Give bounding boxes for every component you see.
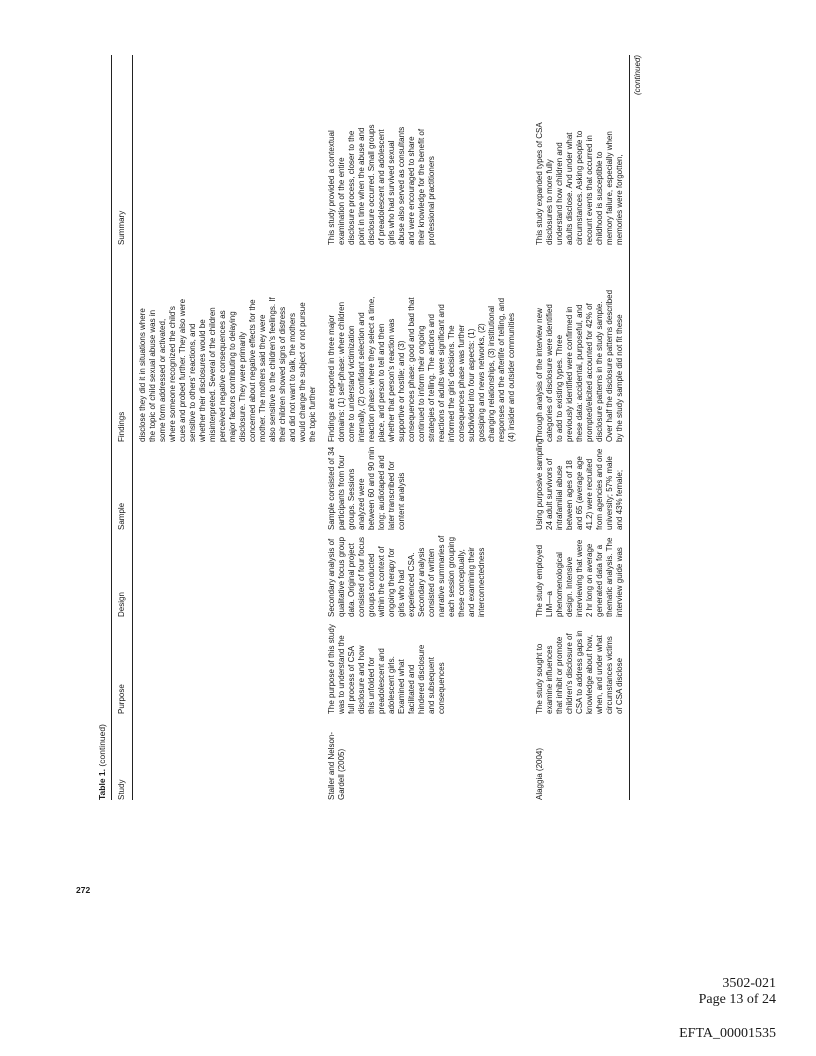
- cell-text-line: to add to existing types. Three: [555, 334, 564, 442]
- cell-text-line: adults disclose. And under what: [565, 132, 574, 245]
- cell-text-line: disclosure. They were primarily: [238, 331, 247, 442]
- cell-text-line: some form addressed or activated,: [158, 318, 167, 442]
- table-caption-suffix: (continued): [97, 724, 107, 767]
- cell-text-line: girls who had survived sexual: [387, 140, 396, 245]
- cell-text-line: interview guide was: [615, 547, 624, 617]
- cell-text-line: disclosure occurred. Small groups: [367, 124, 376, 245]
- cell-text-line: that inhibit or promote: [555, 636, 564, 714]
- design-cell: [327, 536, 487, 617]
- cell-text-line: come to understand victimization: [347, 325, 356, 442]
- cell-text-line: between ages of 18: [565, 460, 574, 530]
- cell-text-line: Through analysis of the interview new: [535, 308, 544, 442]
- cell-text-line: This study expanded types of CSA: [535, 122, 544, 245]
- cell-text-line: generated data for a: [595, 544, 604, 617]
- cell-text-line: by the study sample did not fit these: [615, 314, 624, 442]
- cell-text-line: interviewing that were: [575, 539, 584, 617]
- cell-text-line: later transcribed for: [387, 461, 396, 530]
- cell-text-line: changing relationships, (3) institutional: [487, 305, 496, 442]
- cell-text-line: circumstances victims: [605, 636, 614, 714]
- cell-text-line: of preadolescent and adolescent: [377, 129, 386, 245]
- cell-text-line: The purpose of this study: [327, 624, 336, 714]
- cell-text-line: 24 adult survivors of: [545, 458, 554, 530]
- cell-text-line: The study employed: [535, 544, 544, 617]
- cell-text-line: groups conducted: [367, 553, 376, 617]
- cell-text-line: gossiping and news networks, (2): [477, 323, 486, 442]
- cell-text-line: also sensitive to the children's feelings. If: [268, 297, 277, 442]
- cell-text-line: Findings are reported in three major: [327, 314, 336, 442]
- cell-text-line: phenomenological: [555, 552, 564, 617]
- continued-note: (continued): [633, 54, 642, 95]
- cell-text-line: prompted/elicited accounted for 42% of: [585, 303, 594, 442]
- cell-text-line: their children showed signs of distress: [278, 306, 287, 442]
- findings-cell: [535, 290, 625, 442]
- cell-text-line: and 43% female;: [615, 469, 624, 530]
- column-header-summary: Summary: [117, 210, 126, 245]
- cell-text-line: whether their disclosures would be: [198, 319, 207, 442]
- column-header-design: Design: [117, 592, 126, 617]
- cell-text-line: reaction phase: where they select a time,: [367, 296, 376, 442]
- cell-text-line: consisted of four focus: [357, 536, 366, 617]
- cell-text-line: internally, (2) confidant selection and: [357, 312, 366, 442]
- cell-text-line: misinterpreted. Several of the children: [208, 307, 217, 442]
- sample-cell: [535, 438, 625, 530]
- cell-text-line: content analysis: [397, 472, 406, 530]
- cell-text-line: Staller and Nelson-: [327, 731, 336, 800]
- cell-text-line: where someone recognized the child's: [168, 306, 177, 442]
- cell-text-line: Sample consisted of 34: [327, 446, 336, 530]
- cell-text-line: childhood is susceptible to: [595, 151, 604, 245]
- cell-text-line: perceived negative consequences as: [218, 310, 227, 442]
- cell-text-line: Examined what: [397, 659, 406, 714]
- cell-text-line: facilitated and: [407, 664, 416, 714]
- cell-text-line: data. Original project: [347, 543, 356, 617]
- cell-text-line: disclosure and how: [357, 645, 366, 714]
- cell-text-line: professional practitioners: [427, 156, 436, 245]
- cell-text-line: this unfolded for: [367, 657, 376, 714]
- findings-cell: [327, 297, 517, 442]
- header-bottom-rule: [132, 55, 133, 800]
- cell-text-line: Gardell (2005): [337, 748, 346, 800]
- cell-text-line: 2 hr long on average: [585, 543, 594, 617]
- cell-text-line: and 65 (average age: [575, 456, 584, 530]
- cell-text-line: Secondary analysis of: [327, 538, 336, 617]
- purpose-cell: [535, 630, 625, 714]
- cell-text-line: groups. Sessions: [347, 468, 356, 530]
- cell-text-line: continued to inform their ongoing: [417, 325, 426, 442]
- cell-text-line: cues and probed further. They also were: [178, 298, 187, 442]
- column-header-study: Study: [117, 779, 126, 800]
- column-header-sample: Sample: [117, 502, 126, 530]
- cell-text-line: CSA to address gaps in: [575, 630, 584, 714]
- cell-text-line: domains: (1) self-phase: where children: [337, 301, 346, 442]
- cell-text-line: point in time when the abuse and: [357, 127, 366, 245]
- cell-text-line: informed the girls' decisions. The: [447, 325, 456, 442]
- cell-text-line: Alaggia (2004): [535, 747, 544, 800]
- cell-text-line: analyzed were: [357, 478, 366, 530]
- sample-cell: [327, 447, 407, 530]
- cell-text-line: disclosure patterns in the study sample.: [595, 301, 604, 442]
- cell-text-line: interconnectedness: [477, 547, 486, 617]
- cell-text-line: girls who had: [397, 569, 406, 617]
- cell-text-line: when, and under what: [595, 635, 604, 714]
- cell-text-line: children's disclosure of: [565, 633, 574, 714]
- cell-text-line: each session grouping: [447, 536, 456, 617]
- table-caption: [97, 724, 107, 800]
- cell-text-line: supportive or hostile; and (3): [397, 340, 406, 442]
- summary-cell: [535, 122, 625, 245]
- cell-text-line: between 60 and 90 min: [367, 446, 376, 530]
- column-header-findings: Findings: [117, 411, 126, 442]
- cell-text-line: preadolescent and: [377, 648, 386, 714]
- cell-text-line: LIM—a: [545, 591, 554, 617]
- cell-text-line: 41.2) were recruited: [585, 458, 594, 530]
- cell-text-line: disclosure process, closer to the: [347, 130, 356, 245]
- cell-text-line: participants from four: [337, 454, 346, 530]
- cell-text-line: examination of the entire: [337, 157, 346, 245]
- footer-bates-number: EFTA_00001535: [679, 1026, 776, 1041]
- cell-text-line: intrafamilial abuse: [555, 465, 564, 530]
- cell-text-line: Secondary analysis: [417, 547, 426, 617]
- cell-text-line: long; audiotaped and: [377, 455, 386, 530]
- cell-text-line: qualitative focus group: [337, 536, 346, 617]
- cell-text-line: recount events that occurred in: [585, 135, 594, 245]
- cell-text-line: examine influences: [545, 645, 554, 714]
- cell-text-line: thematic analysis. The: [605, 537, 614, 617]
- cell-text-line: from agencies and one: [595, 448, 604, 530]
- cell-text-line: This study provided a contextual: [327, 130, 336, 245]
- cell-text-line: knowledge about how,: [585, 634, 594, 714]
- cell-text-line: of CSA disclose: [615, 657, 624, 714]
- cell-text-line: understand how children and: [555, 142, 564, 245]
- summary-cell: [327, 125, 437, 246]
- cell-text-line: memory failure, especially when: [605, 131, 614, 245]
- cell-text-line: (4) insider and outsider communities: [507, 313, 516, 442]
- cell-text-line: major factors contributing to delaying: [228, 311, 237, 442]
- table-caption-label: Table 1.: [97, 768, 107, 800]
- column-header-purpose: Purpose: [117, 684, 126, 714]
- cell-text-line: abuse also served as consultants: [397, 126, 406, 245]
- cell-text-line: and subsequent: [427, 657, 436, 714]
- page-number: 272: [76, 885, 91, 895]
- cell-text-line: circumstances. Asking people to: [575, 130, 584, 245]
- cell-text-line: and were encouraged to share: [407, 136, 416, 245]
- cell-text-line: mother. The mothers said they were: [258, 314, 267, 442]
- cell-text-line: subdivided into four aspects: (1): [467, 328, 476, 442]
- cell-text-line: consequences: [437, 662, 446, 714]
- cell-text-line: disclose they did it in situations where: [138, 308, 147, 442]
- cell-text-line: full process of CSA: [347, 645, 356, 714]
- cell-text-line: narrative summaries of: [437, 535, 446, 617]
- cell-text-line: these data: accidental, purposeful, and: [575, 304, 584, 442]
- cell-text-line: adolescent girls.: [387, 656, 396, 714]
- cell-text-line: The study sought to: [535, 643, 544, 714]
- cell-text-line: Using purposive sampling: [535, 438, 544, 530]
- study-cell: [327, 732, 347, 800]
- cell-text-line: these conceptually,: [457, 549, 466, 617]
- cell-text-line: previously identified were confirmed in: [565, 306, 574, 442]
- cell-text-line: reactions of adults were significant and: [437, 304, 446, 442]
- cell-text-line: consequences phase was further: [457, 324, 466, 442]
- cell-text-line: disclosures to more fully: [545, 159, 554, 245]
- cell-text-line: university; 57% male: [605, 456, 614, 530]
- cell-text-line: place, and person to tell and then: [377, 323, 386, 442]
- cell-text-line: the topic further: [308, 386, 317, 442]
- cell-text-line: strategies of telling. The actions and: [427, 314, 436, 442]
- cell-text-line: within the context of: [377, 546, 386, 617]
- cell-text-line: memories were forgotten,: [615, 154, 624, 245]
- footer-doc-ref: 3502-021: [722, 976, 776, 991]
- cell-text-line: their knowledge for the benefit of: [417, 128, 426, 245]
- cell-text-line: concerned about negative effects for the: [248, 299, 257, 442]
- cell-text-line: categories of disclosure were identified: [545, 304, 554, 442]
- cell-text-line: Over half the disclosure patterns described: [605, 289, 614, 442]
- cell-text-line: ongoing therapy for: [387, 548, 396, 617]
- table-top-rule: [111, 55, 112, 800]
- purpose-cell: [327, 624, 447, 714]
- cell-text-line: consequences phase: good and bad that: [407, 297, 416, 442]
- cell-text-line: was to understand the: [337, 635, 346, 714]
- table-bottom-rule: [629, 55, 630, 800]
- cell-text-line: responses and the afterlife of telling, and: [497, 297, 506, 442]
- footer-page-of: Page 13 of 24: [698, 992, 776, 1007]
- cell-text-line: whether that person's reaction was: [387, 318, 396, 442]
- cell-text-line: hindered disclosure: [417, 644, 426, 714]
- cell-text-line: sensitive to others' reactions, and: [188, 323, 197, 442]
- cell-text-line: would change the subject or not pursue: [298, 302, 307, 442]
- cell-text-line: and examining their: [467, 547, 476, 617]
- cell-text-line: the topic of child sexual abuse was in: [148, 309, 157, 442]
- findings-cell: [138, 297, 318, 442]
- cell-text-line: and did not want to talk, the mothers: [288, 313, 297, 442]
- rotated-table-page: [97, 0, 687, 800]
- cell-text-line: design. Intensive: [565, 556, 574, 617]
- study-cell: [535, 748, 545, 800]
- cell-text-line: consisted of written: [427, 548, 436, 617]
- design-cell: [535, 538, 625, 617]
- cell-text-line: experienced CSA.: [407, 552, 416, 617]
